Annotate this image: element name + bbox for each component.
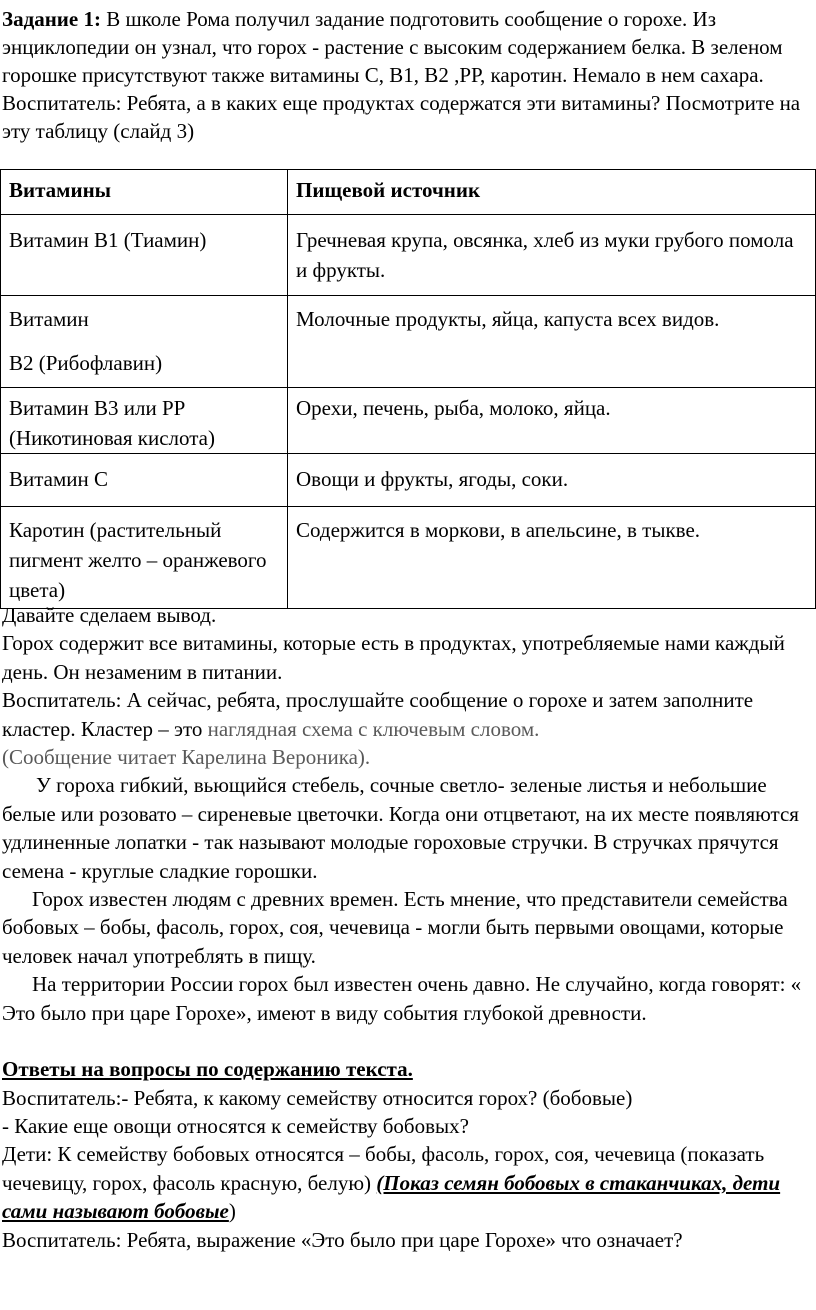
conclusion-intro: Давайте сделаем вывод. <box>2 603 217 627</box>
children-note: (Показ семян бобовых в стаканчиках, дети сами называют бобовые <box>2 1170 781 1224</box>
story-paragraph-1: У гороха гибкий, вьющийся стебель, сочные светло- зеленые листья и небольшие белые или розовато – сиреневые цветочки. Когда они отцветают, на их месте появляются удлиненные лопатки - так называют молодые гороховые стручки. В стручках прячутся семена - круглые сладкие горошки. <box>2 773 799 883</box>
body-section <box>0 601 812 1254</box>
source-cell: Содержится в моркови, в апельсине, в тыкве. <box>288 507 816 609</box>
vitamin-cell: Витамин С <box>1 454 288 507</box>
task-paragraph <box>0 5 812 89</box>
table-row <box>1 215 816 296</box>
header-food-source: Пищевой источник <box>288 170 816 215</box>
vitamin-cell: Каротин (растительный пигмент желто – оранжевого цвета) <box>1 507 288 609</box>
source-cell: Молочные продукты, яйца, капуста всех видов. <box>288 296 816 388</box>
children-answer-paragraph <box>0 1140 812 1225</box>
vitamin-cell <box>1 296 288 388</box>
cluster-definition: наглядная схема с ключевым словом. <box>207 716 540 741</box>
children-answer: Дети: К семейству бобовых относятся – бобы, фасоль, горох, соя, чечевица (показать чечевицу, горох, фасоль красную, белую) <box>2 1142 765 1195</box>
table-row <box>1 388 816 454</box>
vitamin-cell: Витамин В1 (Тиамин) <box>1 215 288 296</box>
table-header-row <box>1 170 816 215</box>
intro-section <box>0 5 812 145</box>
answers-heading <box>0 1055 812 1083</box>
vitamin-cell-line: В2 (Рибофлавин) <box>9 351 163 375</box>
teacher-question: Воспитатель: Ребята, а в каких еще продуктах содержатся эти витамины? Посмотрите на эту таблицу (слайд 3) <box>2 91 801 143</box>
cluster-paragraph <box>0 686 812 771</box>
source-cell: Орехи, печень, рыба, молоко, яйца. <box>288 388 816 454</box>
table-row <box>1 454 816 507</box>
table-row <box>1 296 816 388</box>
source-cell: Овощи и фрукты, ягоды, соки. <box>288 454 816 507</box>
question-2: - Какие еще овощи относятся к семейству бобовых? <box>2 1113 469 1138</box>
vitamins-table <box>0 169 816 609</box>
answers-heading-text: Ответы на вопросы по содержанию текста. <box>2 1057 413 1082</box>
table-row <box>1 507 816 609</box>
conclusion-paragraph: Горох содержит все витамины, которые есть в продуктах, употребляемые нами каждый день. Он незаменим в питании. <box>2 631 785 684</box>
header-vitamins: Витамины <box>1 170 288 215</box>
children-note-close: ) <box>228 1199 236 1224</box>
source-cell: Гречневая крупа, овсянка, хлеб из муки грубого помола и фрукты. <box>288 215 816 296</box>
task-label: Задание 1: <box>2 7 101 31</box>
vitamin-cell-line: Витамин <box>9 307 89 331</box>
reader-note: (Сообщение читает Карелина Вероника). <box>2 745 371 770</box>
story-paragraph-3: На территории России горох был известен очень давно. Не случайно, когда говорят: « Это было при царе Горохе», имеют в виду события глубокой древности. <box>2 972 802 1025</box>
task-text: В школе Рома получил задание подготовить сообщение о горохе. Из энциклопедии он узнал, что горох - растение с высоким содержанием белка. В зеленом горошке присутствуют также витамины С, В1, В2 ,РР, каротин. Немало в нем сахара. <box>2 7 783 87</box>
cluster-text: Воспитатель: А сейчас, ребята, прослушайте сообщение о горохе и затем заполните кластер. Кластер – это <box>2 688 754 741</box>
story-paragraph-2: Горох известен людям с древних времен. Есть мнение, что представители семейства бобовых – бобы, фасоль, горох, соя, чечевица - могли быть первыми овощами, которые человек начал употреблять в пищу. <box>2 887 788 968</box>
question-3: Воспитатель: Ребята, выражение «Это было при царе Горохе» что означает? <box>2 1227 683 1252</box>
vitamin-cell: Витамин В3 или РР (Никотиновая кислота) <box>1 388 288 454</box>
question-1: Воспитатель:- Ребята, к какому семейству относится горох? (бобовые) <box>2 1085 633 1110</box>
